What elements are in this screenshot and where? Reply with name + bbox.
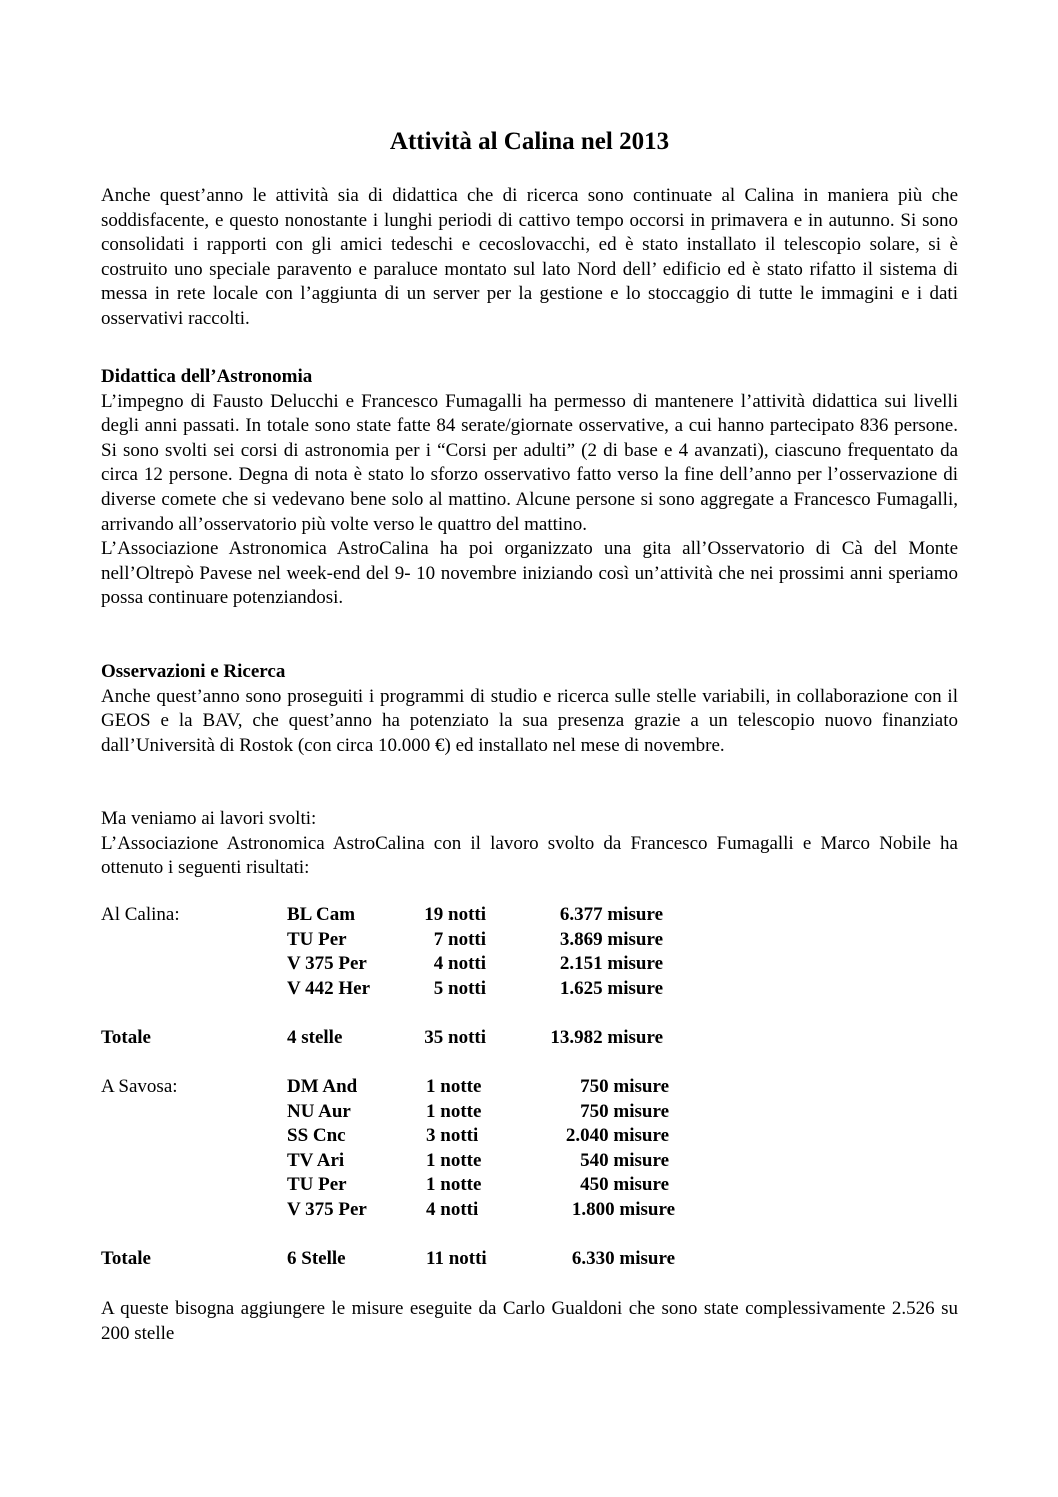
nights-count: 4 notti: [433, 953, 486, 975]
nights-count: 3 notti: [426, 1125, 479, 1147]
works-intro: Ma veniamo ai lavori svolti:: [101, 808, 317, 829]
star-name: TV Ari: [287, 1149, 345, 1171]
nights-count: 1 notte: [426, 1149, 482, 1171]
measures-count: 1.800 misure: [571, 1198, 675, 1220]
works-text: L’Associazione Astronomica AstroCalina con il lavoro svolto da Francesco Fumagalli e Marco Nobile ha ottenuto i seguenti risultati:: [101, 832, 958, 879]
total-stars: 4 stelle: [287, 1026, 343, 1048]
nights-count: 19 notti: [424, 904, 486, 925]
section-osservazioni: [101, 660, 958, 758]
star-name: BL Cam: [287, 904, 356, 925]
location-label: Al Calina:: [101, 904, 180, 925]
table-row: [101, 1198, 721, 1223]
measures-count: 450 misure: [580, 1174, 669, 1196]
total-measures: 13.982 misure: [550, 1026, 663, 1048]
table-row: [101, 1075, 721, 1100]
intro-paragraph: Anche quest’anno le attività sia di didattica che di ricerca sono continuate al Calina in maniera più che soddisfacente, e questo nonostante i lunghi periodi di cattivo tempo occorsi in primavera e in autunno. Si sono consolidati i rapporti con gli amici tedeschi e cecoslovacchi, ed è stato installato il telescopio solare, si è costruito uno speciale paravento e paraluce montato sul lato Nord dell’ edificio ed è stato rifatto il sistema di messa in rete locale con l’aggiunta di un server per la gestione e lo stoccaggio di tutte le immagini e i dati osservativi raccolti.: [101, 185, 958, 329]
closing-paragraph: A queste bisogna aggiungere le misure eseguite da Carlo Gualdoni che sono state complessivamente 2.526 su 200 stelle: [101, 1298, 958, 1344]
table-row: [101, 928, 721, 953]
nights-count: 1 notte: [426, 1076, 482, 1097]
total-nights: 35 notti: [424, 1026, 486, 1048]
measures-count: 2.151 misure: [559, 953, 663, 975]
measures-count: 2.040 misure: [565, 1125, 669, 1147]
savosa-results-table: [101, 1075, 721, 1272]
table-total-row: [101, 1247, 721, 1272]
measures-count: 750 misure: [580, 1076, 669, 1097]
total-measures: 6.330 misure: [571, 1248, 675, 1270]
table-row: [101, 1149, 721, 1174]
section-paragraph: Anche quest’anno sono proseguiti i programmi di studio e ricerca sulle stelle variabili, in collaborazione con il GEOS e la BAV, che quest’anno ha potenziato la sua presenza grazie a un telescopio nuovo finanziato dall’Università di Rostok (con circa 10.000 €) ed installato nel mese di novembre.: [101, 685, 958, 756]
star-name: V 375 Per: [287, 1198, 367, 1220]
measures-count: 6.377 misure: [559, 904, 663, 925]
nights-count: 5 notti: [433, 977, 486, 999]
table-spacer: [101, 1223, 721, 1248]
nights-count: 1 notte: [426, 1174, 482, 1196]
document-title: Attività al Calina nel 2013: [389, 128, 670, 155]
calina-results-table: [101, 903, 721, 1051]
star-name: SS Cnc: [287, 1125, 346, 1147]
total-stars: 6 Stelle: [287, 1248, 346, 1270]
table-row: [101, 1100, 721, 1125]
table-row: [101, 903, 721, 928]
section-didattica: [101, 365, 958, 611]
total-nights: 11 notti: [426, 1248, 487, 1270]
total-label: Totale: [101, 1026, 151, 1048]
works-block: [101, 807, 958, 881]
table-row: [101, 1124, 721, 1149]
star-name: V 375 Per: [287, 953, 367, 975]
star-name: TU Per: [287, 928, 347, 950]
total-label: Totale: [101, 1248, 151, 1270]
table-spacer: [101, 1001, 721, 1026]
table-row: [101, 1173, 721, 1198]
measures-count: 750 misure: [580, 1100, 669, 1122]
measures-count: 1.625 misure: [559, 977, 663, 999]
measures-count: 3.869 misure: [559, 928, 663, 950]
measures-count: 540 misure: [580, 1149, 669, 1171]
nights-count: 4 notti: [426, 1198, 479, 1220]
nights-count: 7 notti: [433, 928, 486, 950]
section-heading: Didattica dell’Astronomia: [101, 366, 313, 387]
section-paragraph: L’impegno di Fausto Delucchi e Francesco Fumagalli ha permesso di mantenere l’attività didattica sui livelli degli anni passati. In totale sono state fatte 84 serate/giornate osservative, a cui hanno partecipato 836 persone. Si sono svolti sei corsi di astronomia per i “Corsi per adulti” (2 di base e 4 avanzati), ciascuno frequentato da circa 12 persone. Degna di nota è stato lo sforzo osservativo fatto verso la fine dell’anno per l’osservazione di diverse comete che si vedevano bene solo al mattino. Alcune persone si sono aggregate a Francesco Fumagalli, arrivando all’osservatorio più volte verso le quattro del mattino.: [101, 390, 958, 535]
section-heading: Osservazioni e Ricerca: [101, 661, 286, 682]
table-row: [101, 977, 721, 1002]
star-name: TU Per: [287, 1174, 347, 1196]
table-total-row: [101, 1026, 721, 1051]
star-name: NU Aur: [287, 1100, 351, 1122]
section-paragraph: L’Associazione Astronomica AstroCalina ha poi organizzato una gita all’Osservatorio di Cà del Monte nell’Oltrepò Pavese nel week-end del 9- 10 novembre iniziando così un’attività che nei prossimi anni speriamo possa continuare potenziandosi.: [101, 538, 958, 609]
star-name: V 442 Her: [287, 977, 371, 999]
table-row: [101, 952, 721, 977]
star-name: DM And: [287, 1076, 358, 1097]
nights-count: 1 notte: [426, 1100, 482, 1122]
location-label: A Savosa:: [101, 1076, 178, 1097]
